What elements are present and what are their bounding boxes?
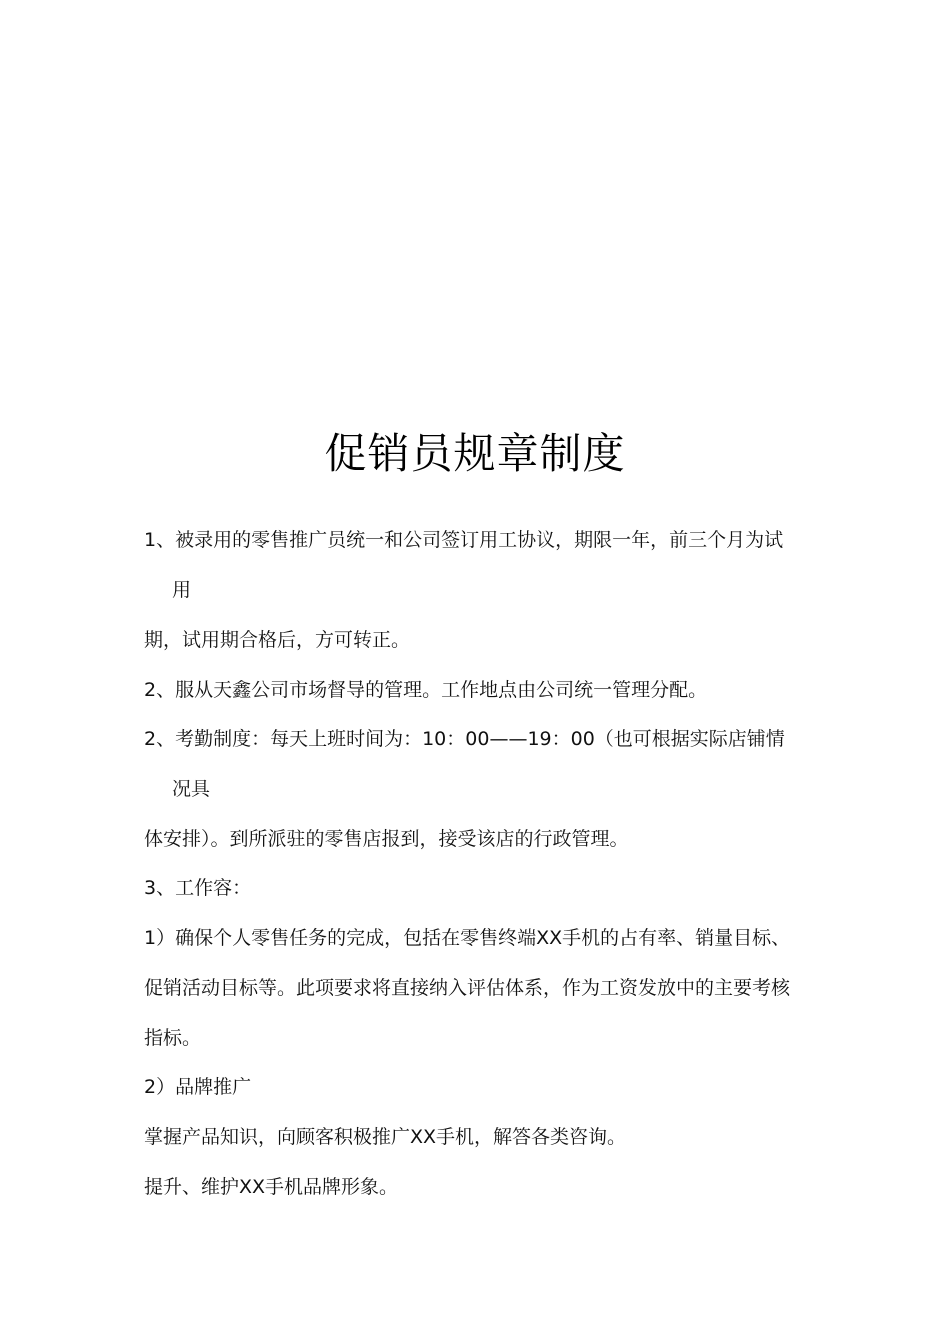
paragraph-line: 提升、维护XX手机品牌形象。: [144, 1176, 399, 1198]
paragraph-line: 3、工作容：: [144, 877, 252, 899]
paragraph-line: 况具: [172, 778, 211, 800]
paragraph-line: 2、服从天鑫公司市场督导的管理。工作地点由公司统一管理分配。: [144, 679, 708, 701]
paragraph-line: 期，试用期合格后，方可转正。: [144, 629, 411, 651]
paragraph-line: 促销活动目标等。此项要求将直接纳入评估体系，作为工资发放中的主要考核: [144, 977, 791, 999]
paragraph-line: 体安排）。到所派驻的零售店报到，接受该店的行政管理。: [144, 828, 629, 850]
paragraph-line: 1）确保个人零售任务的完成，包括在零售终端XX手机的占有率、销量目标、: [144, 927, 791, 949]
paragraph-line: 掌握产品知识，向顾客积极推广XX手机，解答各类咨询。: [144, 1126, 627, 1148]
paragraph-line: 1、被录用的零售推广员统一和公司签订用工协议，期限一年，前三个月为试: [144, 529, 784, 551]
paragraph-line: 2）品牌推广: [144, 1076, 252, 1098]
paragraph-line: 用: [172, 579, 192, 601]
document-title: 促销员规章制度: [324, 429, 626, 478]
paragraph-line: 指标。: [144, 1027, 202, 1049]
paragraph-line: 2、考勤制度：每天上班时间为：10：00——19：00（也可根据实际店铺情: [144, 728, 785, 750]
